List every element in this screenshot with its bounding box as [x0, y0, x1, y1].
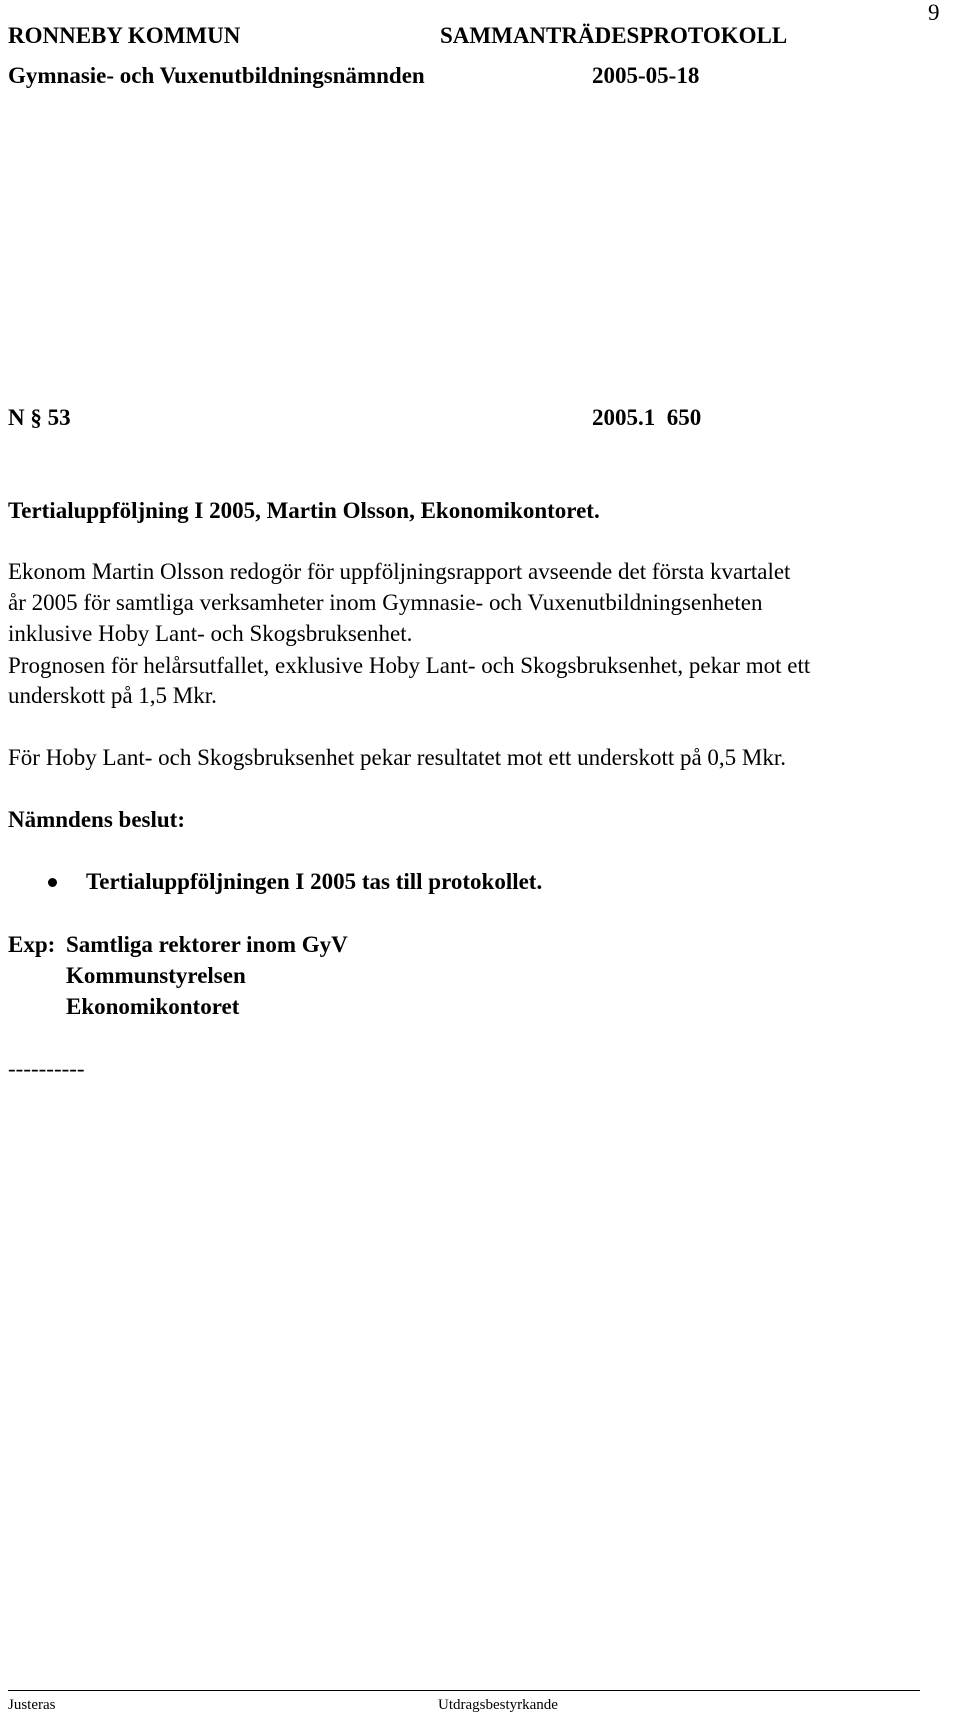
bullet-icon	[48, 878, 57, 887]
footer-justeras: Justeras	[8, 1697, 56, 1713]
footer-utdragsbestyrkande: Utdragsbestyrkande	[438, 1697, 558, 1713]
footer-divider	[8, 1690, 920, 1691]
paragraph-number: N § 53	[8, 405, 71, 430]
separator-dashes: ----------	[8, 1056, 85, 1081]
distribution-recipient: Kommunstyrelsen	[66, 963, 246, 988]
body-paragraph: För Hoby Lant- och Skogsbruksenhet pekar resultatet mot ett underskott på 0,5 Mkr.	[8, 745, 787, 770]
distribution-label: Exp:	[8, 932, 56, 957]
body-line: Prognosen för helårsutfallet, exklusive Hoby Lant- och Skogsbruksenhet, pekar mot ett	[8, 653, 811, 678]
distribution-recipient: Ekonomikontoret	[66, 994, 240, 1019]
committee-name: Gymnasie- och Vuxenutbildningsnämnden	[8, 63, 425, 88]
decision-heading: Nämndens beslut:	[8, 807, 186, 832]
item-title: Tertialuppföljning I 2005, Martin Olsson, Ekonomikontoret.	[8, 498, 600, 523]
meeting-date: 2005-05-18	[592, 63, 700, 88]
case-reference: 2005.1 650	[592, 405, 702, 430]
distribution-recipient: Samtliga rektorer inom GyV	[66, 932, 348, 957]
body-line: Ekonom Martin Olsson redogör för uppföljningsrapport avseende det första kvartalet	[8, 559, 791, 584]
body-line: underskott på 1,5 Mkr.	[8, 683, 217, 708]
decision-item: Tertialuppföljningen I 2005 tas till protokollet.	[86, 869, 543, 894]
document-type: SAMMANTRÄDESPROTOKOLL	[440, 23, 788, 48]
page-number: 9	[928, 0, 940, 25]
body-line: år 2005 för samtliga verksamheter inom Gymnasie- och Vuxenutbildningsenheten	[8, 590, 763, 615]
municipality-name: RONNEBY KOMMUN	[8, 23, 241, 48]
body-line: inklusive Hoby Lant- och Skogsbruksenhet.	[8, 621, 413, 646]
